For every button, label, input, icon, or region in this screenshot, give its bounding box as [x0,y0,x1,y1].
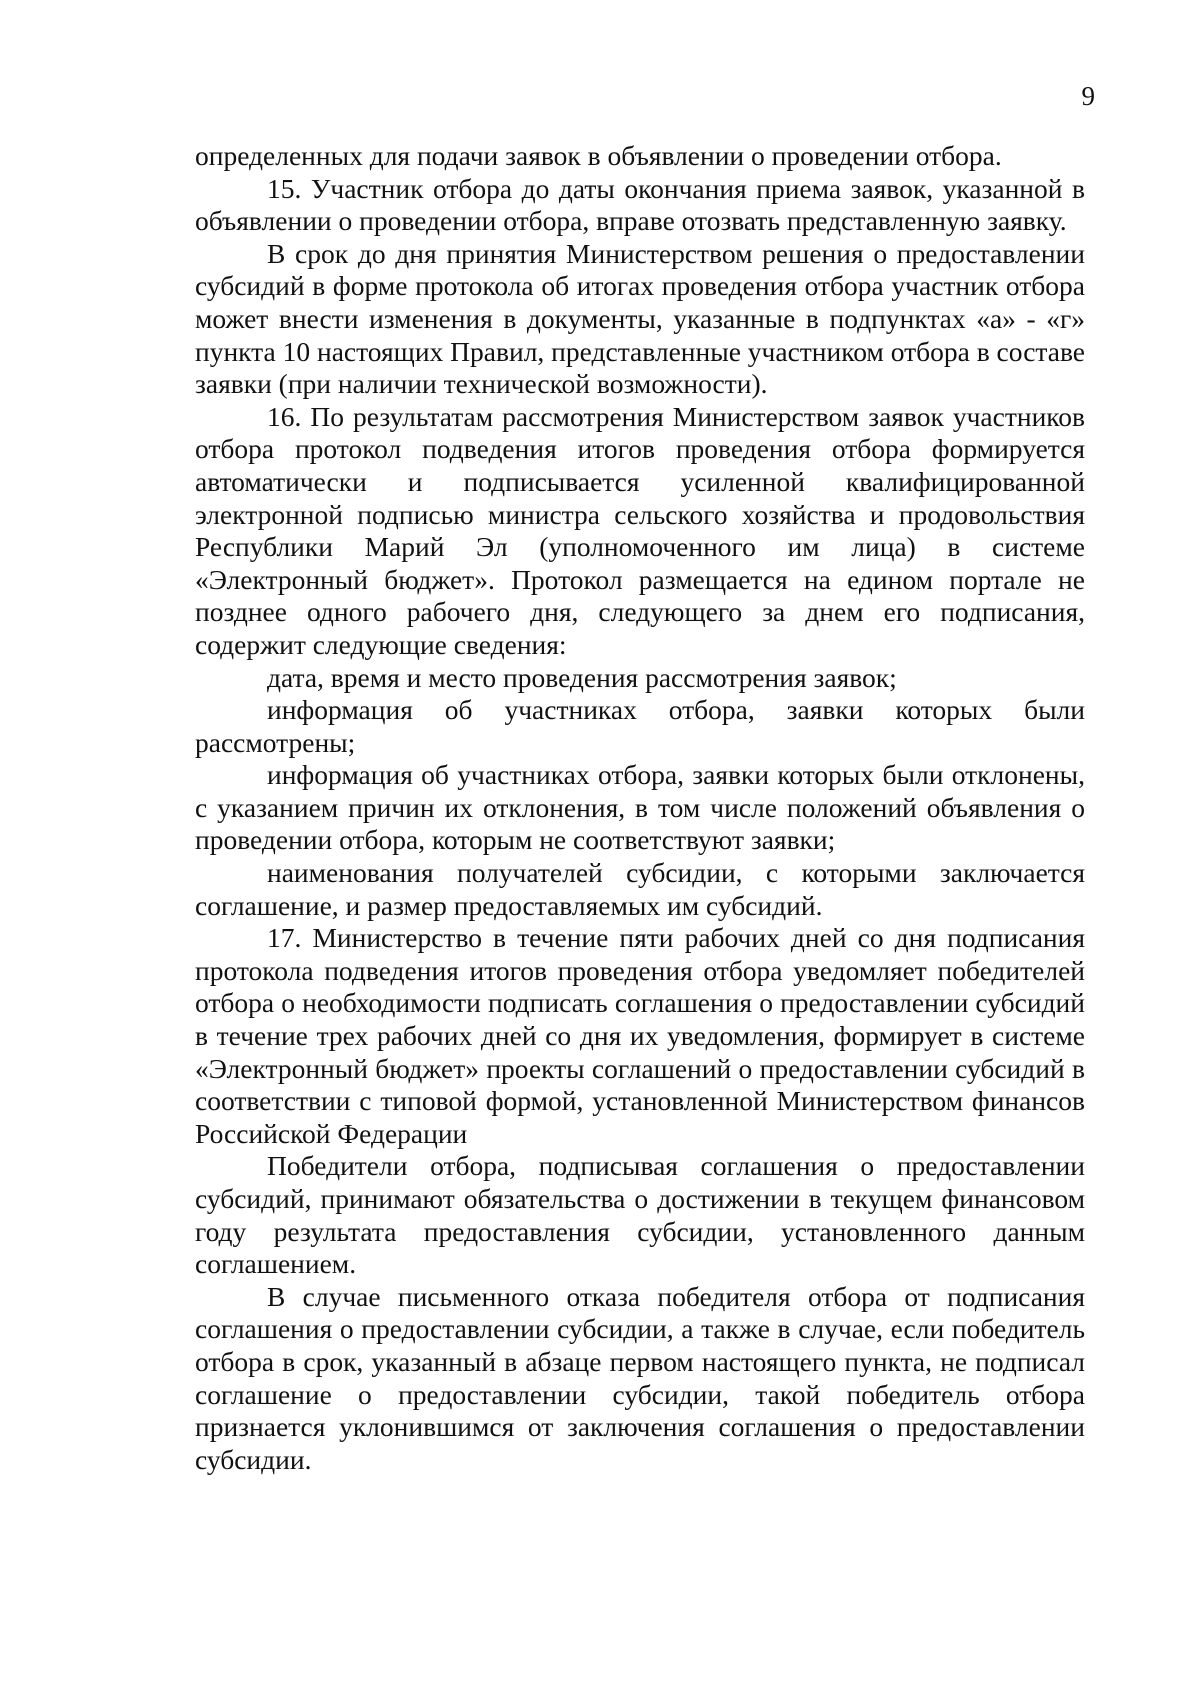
paragraph-protocol-rejected: информация об участниках отбора, заявки которых были отклонены, с указанием причин их отклонения, в том числе положений объявления о проведении отбора, которым не соответствуют заявки; [195,759,1085,856]
paragraph-item-15: 15. Участник отбора до даты окончания приема заявок, указанной в объявлении о проведении отбора, вправе отозвать представленную заявку. [195,172,1085,237]
paragraph-winners-obligations: Победители отбора, подписывая соглашения о предоставлении субсидий, принимают обязательства о достижении в текущем финансовом году результата предоставления субсидии, установленного данным соглашением. [195,1150,1085,1280]
document-body [195,140,1085,1476]
paragraph-continuation: определенных для подачи заявок в объявлении о проведении отбора. [195,140,1002,171]
paragraph-changes: В срок до дня принятия Министерством решения о предоставлении субсидий в форме протокола об итогах проведения отбора участник отбора может внести изменения в документы, указанные в подпунктах «а» - «г» пункта 10 настоящих Правил, представленные участником отбора в составе заявки (при наличии технической возможности). [195,237,1085,400]
paragraph-item-17: 17. Министерство в течение пяти рабочих дней со дня подписания протокола подведения итогов проведения отбора уведомляет победителей отбора о необходимости подписать соглашения о предоставлении субсидий в течение трех рабочих дней со дня их уведомления, формирует в системе «Электронный бюджет» проекты соглашений о предоставлении субсидий в соответствии с типовой формой, установленной Министерством финансов Российской Федерации [195,922,1085,1149]
paragraph-refusal: В случае письменного отказа победителя отбора от подписания соглашения о предоставлении субсидии, а также в случае, если победитель отбора в срок, указанный в абзаце первом настоящего пункта, не подписал соглашение о предоставлении субсидии, такой победитель отбора признается уклонившимся от заключения соглашения о предоставлении субсидии. [195,1280,1085,1475]
paragraph-item-16: 16. По результатам рассмотрения Министерством заявок участников отбора протокол подведения итогов проведения отбора формируется автоматически и подписывается усиленной квалифицированной электронной подписью министра сельского хозяйства и продовольствия Республики Марий Эл (уполномоченного им лица) в системе «Электронный бюджет». Протокол размещается на едином портале не позднее одного рабочего дня, следующего за днем его подписания, содержит следующие сведения: [195,400,1085,660]
paragraph-protocol-reviewed: информация об участниках отбора, заявки которых были рассмотрены; [195,694,1085,758]
paragraph-protocol-recipients: наименования получателей субсидии, с которыми заключается соглашение, и размер предоставляемых им субсидий. [195,857,1085,921]
page-number: 9 [1081,81,1095,111]
paragraph-protocol-date: дата, время и место проведения рассмотрения заявок; [267,661,897,693]
